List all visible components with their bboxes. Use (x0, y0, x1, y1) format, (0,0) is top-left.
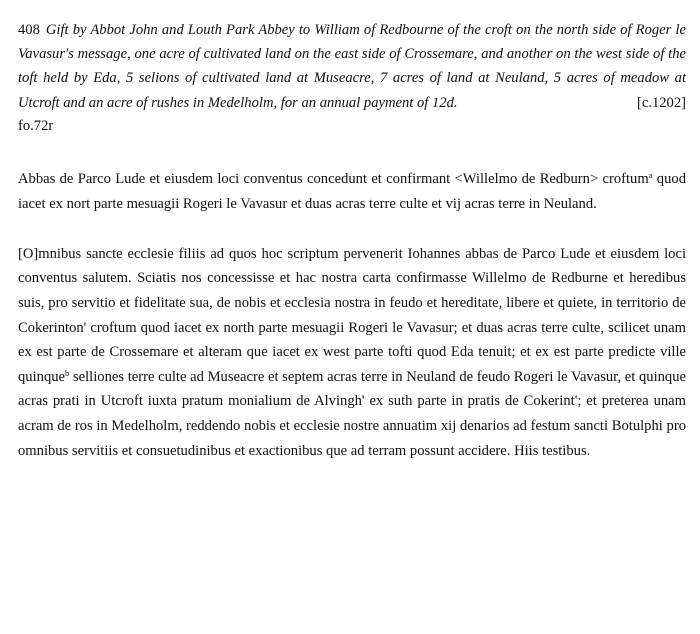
entry-heading (18, 18, 686, 115)
entry-date: [c.1202] (636, 94, 686, 111)
latin-summary (18, 167, 686, 217)
charter-text-2: selliones terre culte ad Museacre et septem acras terre in Neuland de feudo Rogeri le Vavasur, et quinque acras prati in Utcroft iuxta pratum monialium de Alvingh' ex suth parte in pratis de Cokerint'; et preterea unam acram de ros in Medelholm, reddendo nobis et ecclesie nostre annuatim xij denarios ad festum sancti Botulphi pro omnibus servitiis et consuetudinibus et exactionibus que ad terram possunt accidere. Hiis testibus. (18, 368, 686, 459)
footnote-marker-a: a (648, 169, 653, 180)
folio-reference: fo.72r (18, 117, 54, 134)
summary-text-1: Abbas de Parco Lude et eiusdem loci conventus concedunt et confirmant <Willelmo de Redburn> croftum (18, 170, 649, 187)
charter-text-1: [O]mnibus sancte ecclesie filiis ad quos hoc scriptum pervenerit Iohannes abbas de Parco Lude et eiusdem loci conventus salutem. Sciatis nos concessisse et hac nostra carta confirmasse Willelmo de Redburne et heredibus suis, pro servitio et fidelitate sua, de nobis et ecclesia nostra in feudo et hereditate, libere et quiete, in territorio de Cokerinton' croftum quod iacet ex north parte mesuagii Rogeri le Vavasur; et duas acras terre culte, scilicet unam ex est parte de Crossemare et alteram que iacet ex west parte tofti quod Eda tenuit; et ex est parte predicte ville quinque (18, 245, 686, 385)
entry-title: Gift by Abbot John and Louth Park Abbey to William of Redbourne of the croft on the north side of Roger le Vavasur's message, one acre of cultivated land on the east side of Crossemare, and another on the west side of the toft held by Eda, 5 selions of cultivated land at Museacre, 7 acres of land at Neuland, 5 acres of meadow at Utcroft and an acre of rushes in Medelholm, for an annual payment of 12d. (18, 22, 686, 111)
charter-text (18, 242, 686, 463)
summary-text-2: quod iacet ex nort parte mesuagii Rogeri le Vavasur et duas acras terre culte et vij acras terre in Neuland. (18, 170, 686, 212)
entry-number: 408 (18, 22, 40, 38)
footnote-marker-b: b (65, 367, 70, 378)
